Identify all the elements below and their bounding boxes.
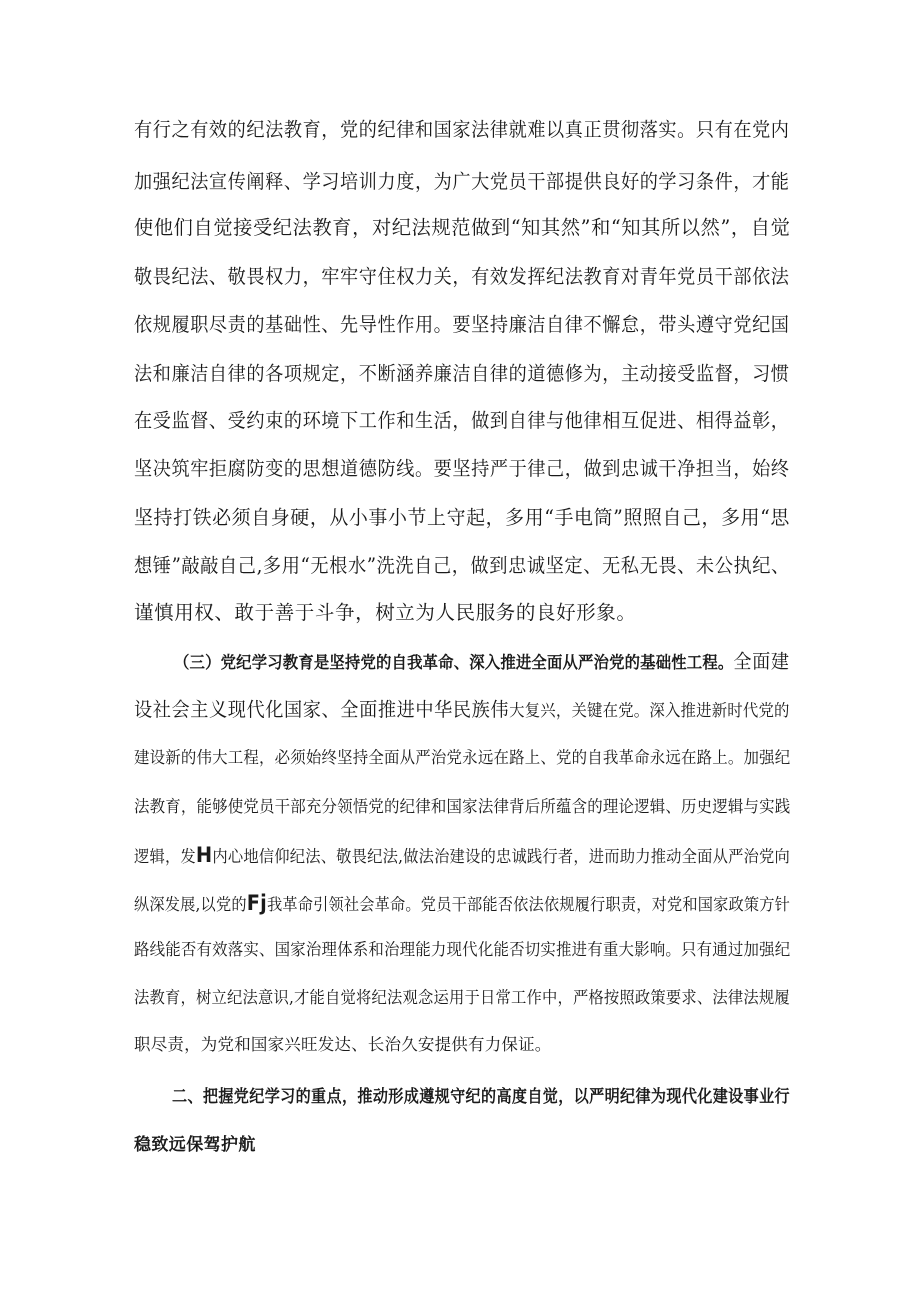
glyph-artifact: H <box>195 843 213 867</box>
paragraph-line: 依规履职尽责的基础性、先导性作用。要坚持廉洁自律不懈怠，带头遵守党纪国 <box>134 313 790 336</box>
section-subheading: （三）党纪学习教育是坚持党的自我革命、深入推进全面从严治党的基础性工程。 <box>174 653 734 672</box>
paragraph-line: 法教育，树立纪法意识,才能自觉将纪法观念运用于日常工作中，严格按照政策要求、法律法规履 <box>134 988 790 1007</box>
line-lead: 设社会主义现代化国家、全面推进中华民族伟 <box>134 698 510 721</box>
paragraph-line: 坚决筑牢拒腐防变的思想道德防线。要坚持严于律己，做到忠诚干净担当，始终 <box>134 457 790 480</box>
section-title-continued: 稳致远保驾护航 <box>134 1135 256 1155</box>
paragraph-line <box>134 893 790 914</box>
paragraph-line: 想锤”敲敲自己,多用“无根水”洗洗自己，做到忠诚坚定、无私无畏、未公执纪、 <box>134 554 790 577</box>
line-pre: 逻辑，发 <box>134 847 196 866</box>
section-title: 二、把握党纪学习的重点，推动形成遵规守纪的高度自觉，以严明纪律为现代化建设事业行 <box>172 1087 790 1107</box>
line-post: 内心地信仰纪法、敬畏纪法,做法治建设的忠诚践行者，进而助力推动全面从严治党向 <box>212 847 790 866</box>
paragraph-line: 法教育，能够使党员干部充分领悟党的纪律和国家法律背后所蕴含的理论逻辑、历史逻辑与实践 <box>134 797 791 816</box>
paragraph-line: 有行之有效的纪法教育，党的纪律和国家法律就难以真正贯彻落实。只有在党内 <box>134 118 790 141</box>
paragraph-line: 职尽责，为党和国家兴旺发达、长治久安提供有力保证。 <box>134 1035 552 1054</box>
line-rest: 大复兴，关键在党。深入推进新时代党的 <box>509 701 790 720</box>
paragraph-line: 谨慎用权、敢于善于斗争，树立为人民服务的良好形象。 <box>134 601 637 624</box>
line-post: 我革命引领社会革命。党员干部能否依法依规履行职责，对党和国家政策方针 <box>266 895 791 914</box>
paragraph-line <box>134 845 790 866</box>
paragraph-line: 使他们自觉接受纪法教育，对纪法规范做到“知其然”和“知其所以然”，自觉 <box>134 216 791 239</box>
heading-tail: 全面建 <box>733 650 790 673</box>
paragraph-line: 建设新的伟大工程，必须始终坚持全面从严治党永远在路上、党的自我革命永远在路上。加强纪 <box>134 748 791 767</box>
line-pre: 纵深发展,以党的 <box>134 895 247 914</box>
paragraph-line: 法和廉洁自律的各项规定，不断涵养廉洁自律的道德修为，主动接受监督，习惯 <box>134 362 790 385</box>
paragraph-line: 在受监督、受约束的环境下工作和生活，做到自律与他律相互促进、相得益彰， <box>134 409 790 432</box>
glyph-artifact: Fj <box>246 891 267 915</box>
paragraph-line: 坚持打铁必须自身硬，从小事小节上守起，多用“手电筒”照照自己，多用“思 <box>134 506 790 529</box>
paragraph-heading-line <box>174 652 790 672</box>
paragraph-line: 路线能否有效落实、国家治理体系和治理能力现代化能否切实推进有重大影响。只有通过加强纪 <box>134 940 791 959</box>
paragraph-line: 加强纪法宣传阐释、学习培训力度，为广大党员干部提供良好的学习条件，才能 <box>134 170 790 193</box>
paragraph-line <box>134 700 790 720</box>
paragraph-line: 敬畏纪法、敬畏权力，牢牢守住权力关，有效发挥纪法教育对青年党员干部依法 <box>134 265 790 288</box>
